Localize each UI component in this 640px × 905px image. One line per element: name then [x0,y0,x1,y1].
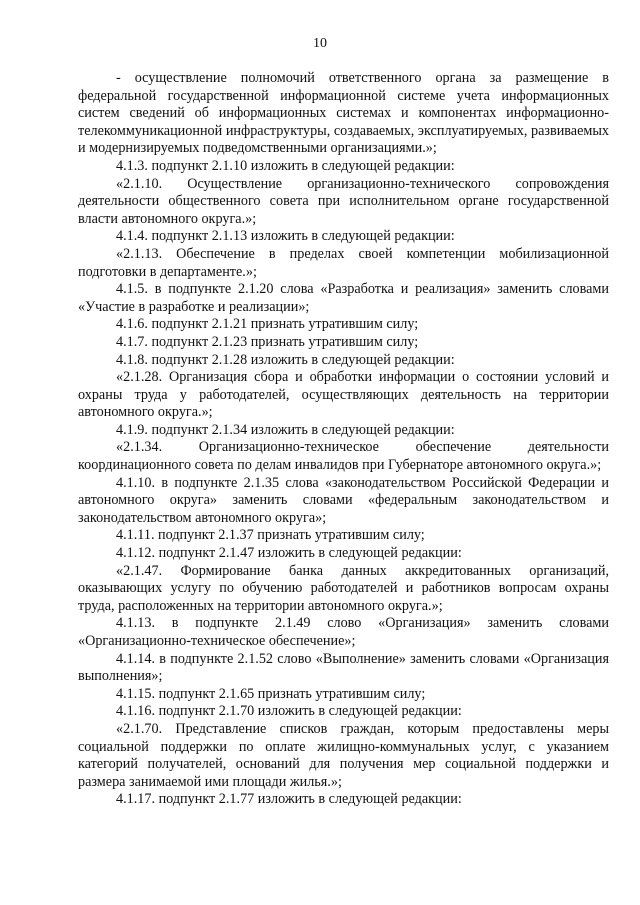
page-number: 10 [313,36,327,51]
document-body [78,70,609,809]
paragraph: «2.1.28. Организация сбора и обработки информации о состоянии условий и охраны труда у работодателей, осуществляющих деятельность на территории автономного округа.»; [78,369,609,421]
paragraph: «2.1.70. Представление списков граждан, которым предоставлены меры социальной поддержки по оплате жилищно-коммунальных услуг, с указанием категорий получателей, оснований для получения мер социальной поддержки и размера занимаемой ими площади жилья.»; [78,720,609,790]
paragraph: «2.1.13. Обеспечение в пределах своей компетенции мобилизационной подготовки в департаменте.»; [78,245,609,280]
paragraph: 4.1.5. в подпункте 2.1.20 слова «Разработка и реализация» заменить словами «Участие в разработке и реализации»; [78,281,609,315]
paragraph: 4.1.16. подпункт 2.1.70 изложить в следующей редакции: [116,703,462,720]
paragraph: 4.1.14. в подпункте 2.1.52 слово «Выполнение» заменить словами «Организация выполнения»; [78,650,609,685]
paragraph: 4.1.8. подпункт 2.1.28 изложить в следующей редакции: [116,351,455,368]
paragraph: 4.1.7. подпункт 2.1.23 признать утратившим силу; [116,333,419,350]
paragraph: «2.1.34. Организационно-техническое обеспечение деятельности координационного совета по делам инвалидов при Губернаторе автономного округа.»; [78,439,609,474]
paragraph: «2.1.47. Формирование банка данных аккредитованных организаций, оказывающих услугу по обучению работодателей и работников вопросам охраны труда, расположенных на территории автономного округа.»; [78,562,609,614]
paragraph: 4.1.4. подпункт 2.1.13 изложить в следующей редакции: [116,228,455,245]
paragraph: «2.1.10. Осуществление организационно-технического сопровождения деятельности общественного совета при исполнительном органе государственной власти автономного округа.»; [78,175,609,227]
paragraph: 4.1.11. подпункт 2.1.37 признать утратившим силу; [116,527,425,544]
paragraph: 4.1.3. подпункт 2.1.10 изложить в следующей редакции: [116,157,455,174]
paragraph: 4.1.17. подпункт 2.1.77 изложить в следующей редакции: [116,791,462,808]
paragraph: 4.1.9. подпункт 2.1.34 изложить в следующей редакции: [116,421,455,438]
paragraph: 4.1.13. в подпункте 2.1.49 слово «Организация» заменить словами «Организационно-техническое обеспечение»; [78,615,609,649]
paragraph: 4.1.10. в подпункте 2.1.35 слова «законодательством Российской Федерации и автономного округа» заменить словами «федеральным законодательством и законодательством автономного округа»; [78,474,609,526]
paragraph: 4.1.12. подпункт 2.1.47 изложить в следующей редакции: [116,545,462,562]
paragraph: 4.1.6. подпункт 2.1.21 признать утратившим силу; [116,316,419,333]
paragraph: - осуществление полномочий ответственного органа за размещение в федеральной государственной информационной системе учета информационных систем сведений об информационных системах и компонентах информационно-телекоммуникационной инфраструктуры, создаваемых, эксплуатируемых, развиваемых и модернизируемых подведомственными организациями.»; [78,70,609,157]
paragraph: 4.1.15. подпункт 2.1.65 признать утратившим силу; [116,685,426,702]
